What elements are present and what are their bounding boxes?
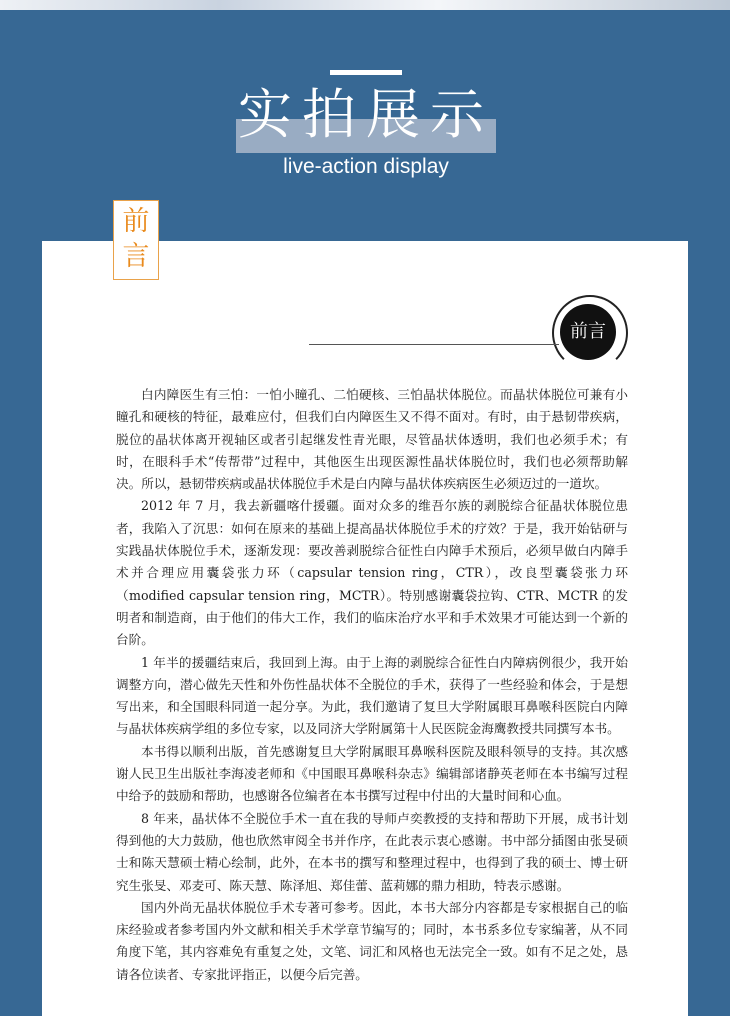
paragraph: 国内外尚无晶状体脱位手术专著可参考。因此，本书大部分内容都是专家根据自己的临床经验或者参考国内外文献和相关手术学章节编写的；同时，本书系多位专家编著，从不同角度下笔，其内容难免有重复之处，文笔、词汇和风格也无法完全一致。如有不足之处，恳请各位读者、专家批评指正，以便今后完善。 — [116, 899, 628, 982]
top-decor-strip — [0, 0, 730, 10]
paragraph: 8 年来，晶状体不全脱位手术一直在我的导师卢奕教授的支持和帮助下开展，成书计划得到他的大力鼓励，他也欣然审阅全书并作序，在此表示衷心感谢。书中部分插图由张旻硕士和陈天慧硕士精心绘制，此外，在本书的撰写和整理过程中，也得到了我的硕士、博士研究生张旻、邓麦可、陈天慧、陈泽旭、郑佳蕾、蓝莉娜的鼎力相助，特表示感谢。 — [116, 810, 628, 893]
page-title: 实拍展示 — [238, 83, 494, 146]
preface-body — [116, 384, 628, 986]
heading-rule — [309, 344, 559, 345]
section-tag-label: 前言 — [122, 206, 150, 272]
paragraph: 1 年半的援疆结束后，我回到上海。由于上海的剥脱综合征性白内障病例很少，我开始调整方向，潜心做先天性和外伤性晶状体不全脱位的手术，获得了一些经验和体会，于是想写出来，和全国眼科同道一起分享。为此，我们邀请了复旦大学附属眼耳鼻喉科医院白内障与晶状体疾病学组的多位专家，以及同济大学附属第十人民医院金海鹰教授共同撰写本书。 — [116, 654, 628, 737]
title-accent-bar — [330, 70, 402, 75]
paragraph: 本书得以顺利出版，首先感谢复旦大学附属眼耳鼻喉科医院及眼科领导的支持。其次感谢人民卫生出版社李海凌老师和《中国眼耳鼻喉科杂志》编辑部诸静英老师在本书编写过程中给予的鼓励和帮助，也感谢各位编者在本书撰写过程中付出的大量时间和心血。 — [116, 743, 628, 804]
page-subtitle: live-action display — [283, 155, 449, 178]
paragraph: 白内障医生有三怕：一怕小瞳孔、二怕硬核、三怕晶状体脱位。而晶状体脱位可兼有小瞳孔和硬核的特征，最难应付，但我们白内障医生又不得不面对。有时，由于悬韧带疾病，脱位的晶状体离开视轴区或者引起继发性青光眼，尽管晶状体透明，我们也必须手术；有时，在眼科手术“传帮带”过程中，其他医生出现医源性晶状体脱位时，我们也必须帮助解决。所以，悬韧带疾病或晶状体脱位手术是白内障与晶状体疾病医生必须迈过的一道坎。 — [116, 387, 628, 492]
section-tag — [113, 200, 159, 280]
paragraph: 2012 年 7 月，我去新疆喀什援疆。面对众多的维吾尔族的剥脱综合征晶状体脱位患者，我陷入了沉思：如何在原来的基础上提高晶状体脱位手术的疗效？于是，我开始钻研与实践晶状体脱位手术，逐渐发现：要改善剥脱综合征性白内障手术预后，必须早做白内障手术并合理应用囊袋张力环（capsular tension ring，CTR），改良型囊袋张力环（modified capsular tension ring，MCTR）。特别感谢囊袋拉钩、CTR、MCTR 的发明者和制造商，由于他们的伟大工作，我们的临床治疗水平和手术效果才可能达到一个新的台阶。 — [116, 498, 628, 648]
section-badge — [560, 304, 616, 360]
section-badge-label: 前言 — [570, 321, 606, 342]
